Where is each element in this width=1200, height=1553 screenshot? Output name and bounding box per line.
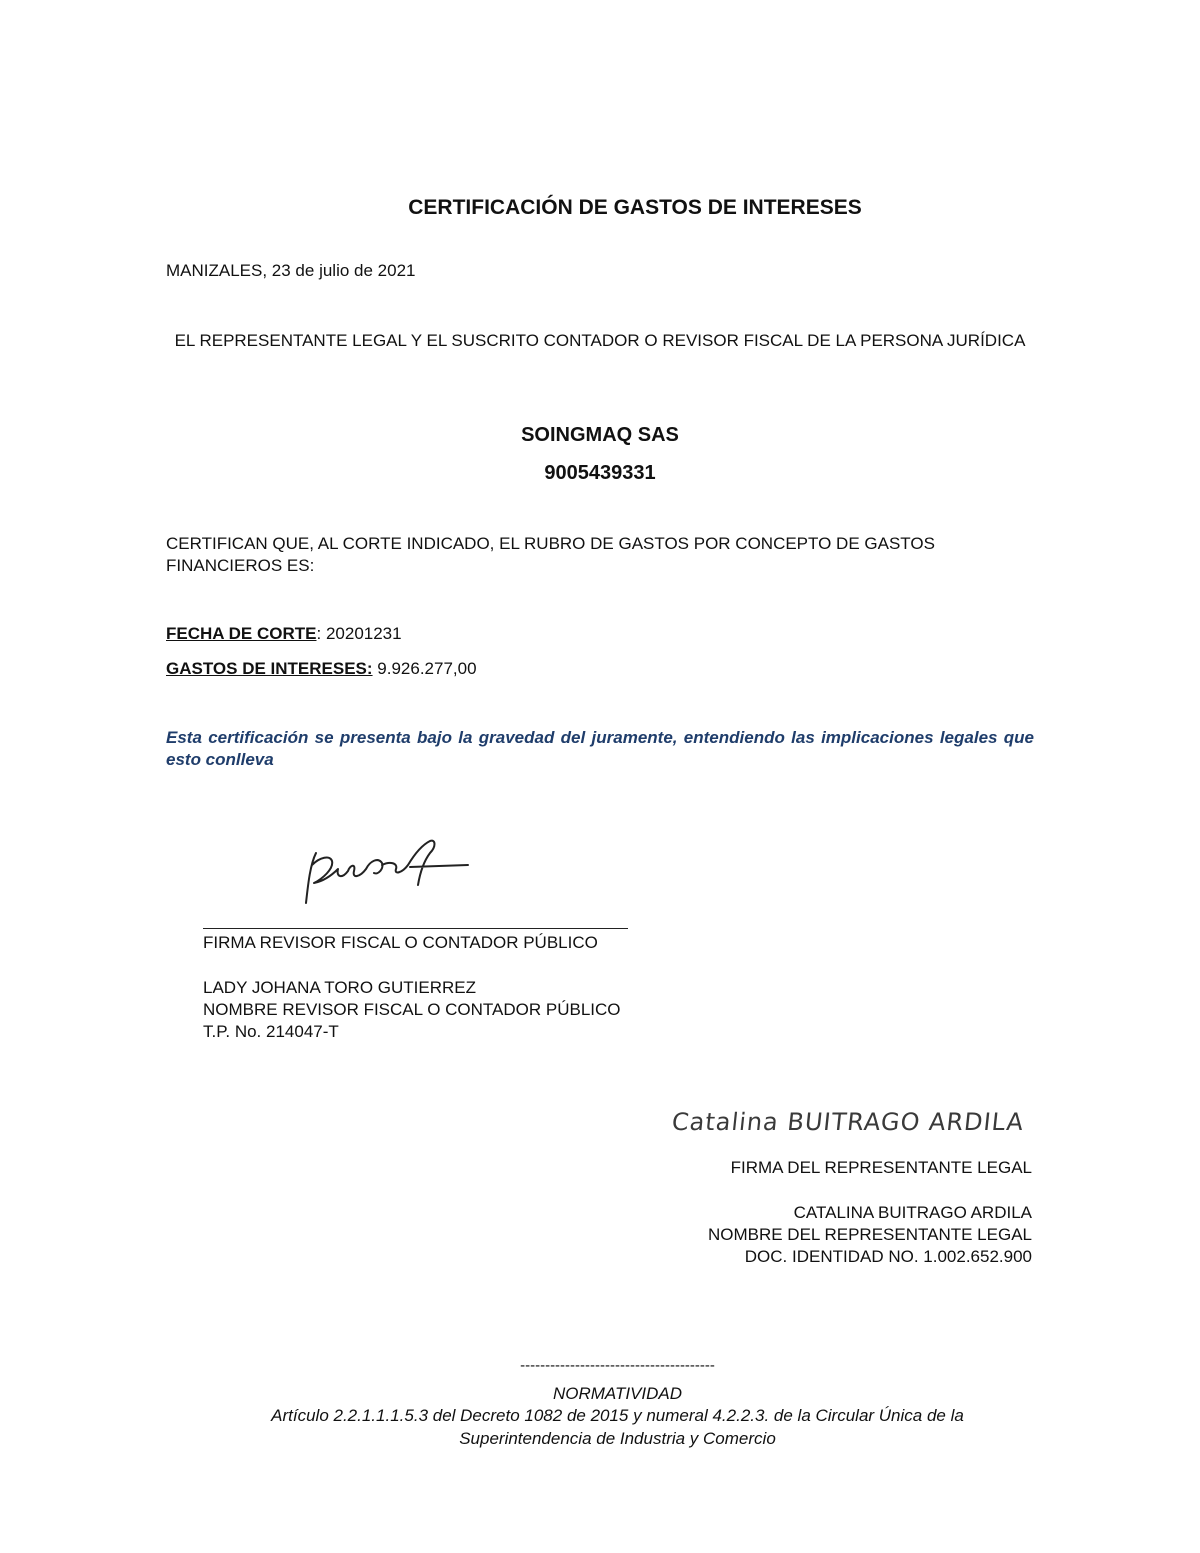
accountant-license: T.P. No. 214047-T <box>203 1022 339 1041</box>
certify-statement: CERTIFICAN QUE, AL CORTE INDICADO, EL RUBRO DE GASTOS POR CONCEPTO DE GASTOS FINANCIEROS ES: <box>166 534 935 575</box>
accountant-signature <box>298 835 478 910</box>
accountant-name: LADY JOHANA TORO GUTIERREZ <box>203 978 477 997</box>
footer-line-2: Superintendencia de Industria y Comercio <box>459 1429 776 1448</box>
interest-value: 9.926.277,00 <box>372 659 477 678</box>
accountant-signature-caption: FIRMA REVISOR FISCAL O CONTADOR PÚBLICO <box>203 933 598 952</box>
interest-field <box>166 659 477 679</box>
footer-heading: NORMATIVIDAD <box>552 1384 683 1403</box>
oath-statement: Esta certificación se presenta bajo la gravedad del juramente, entendiendo las implicaciones legales que esto conlleva <box>166 728 1034 769</box>
legal-rep-signature-caption: FIRMA DEL REPRESENTANTE LEGAL <box>730 1158 1032 1177</box>
cut-date-separator: : <box>316 624 326 643</box>
legal-rep-handwritten-signature: Catalina BUITRAGO ARDILA <box>670 1108 1026 1136</box>
interest-label: GASTOS DE INTERESES: <box>166 659 373 678</box>
cut-date-field <box>166 624 402 644</box>
cut-date-value: 20201231 <box>325 624 402 643</box>
document-title: CERTIFICACIÓN DE GASTOS DE INTERESES <box>408 196 862 219</box>
footer-line-1: Artículo 2.2.1.1.1.5.3 del Decreto 1082 de 2015 y numeral 4.2.2.3. de la Circular Única de la <box>271 1406 964 1425</box>
company-name: SOINGMAQ SAS <box>521 424 679 446</box>
company-nit: 9005439331 <box>544 462 656 484</box>
cut-date-label: FECHA DE CORTE <box>166 624 317 643</box>
legal-rep-name: CATALINA BUITRAGO ARDILA <box>793 1203 1032 1222</box>
accountant-name-caption: NOMBRE REVISOR FISCAL O CONTADOR PÚBLICO <box>203 1000 621 1019</box>
legal-rep-id-doc: DOC. IDENTIDAD NO. 1.002.652.900 <box>744 1247 1032 1266</box>
intro-statement: EL REPRESENTANTE LEGAL Y EL SUSCRITO CONTADOR O REVISOR FISCAL DE LA PERSONA JURÍDICA <box>174 331 1026 350</box>
legal-rep-name-caption: NOMBRE DEL REPRESENTANTE LEGAL <box>707 1225 1032 1244</box>
place-date: MANIZALES, 23 de julio de 2021 <box>166 261 416 280</box>
footer-separator: --------------------------------------- <box>520 1357 715 1374</box>
signature-line <box>203 928 628 929</box>
